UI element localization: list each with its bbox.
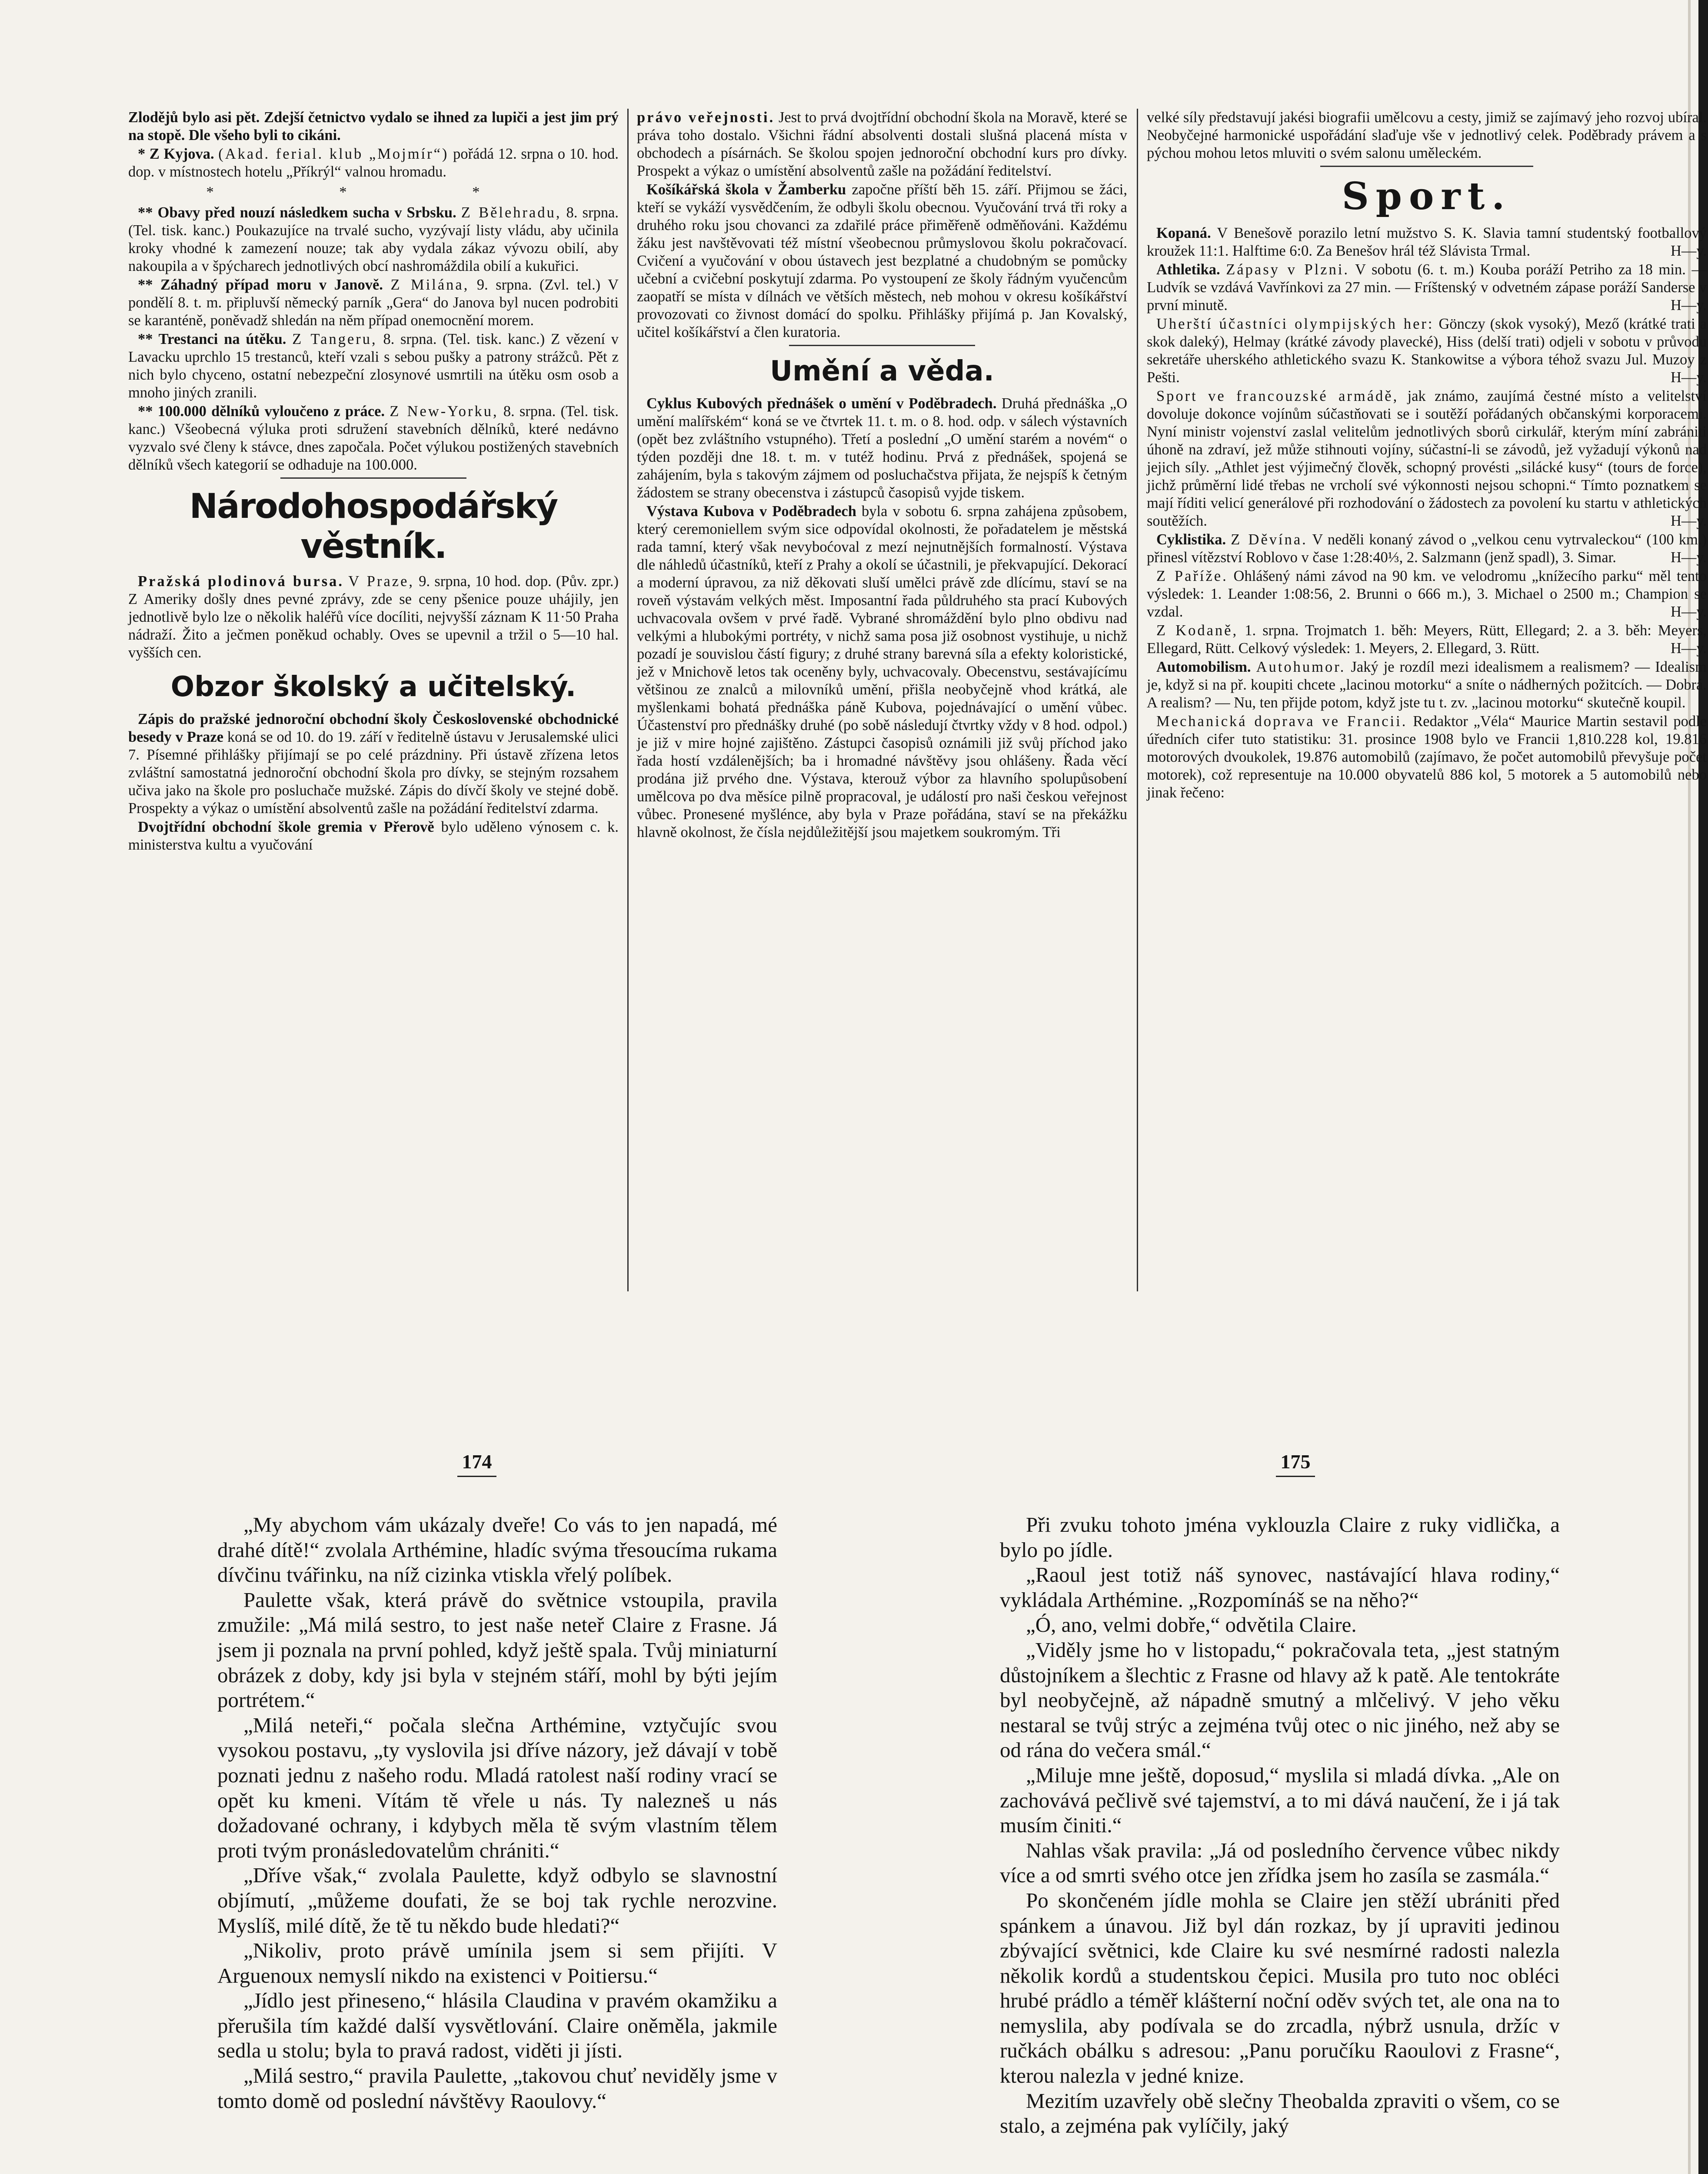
section-divider — [1320, 166, 1533, 167]
novel-paragraph: „Ó, ano, velmi dobře,“ odvětila Claire. — [1026, 1613, 1357, 1637]
news-column-3 — [1147, 109, 1707, 803]
heading-economy: Národohospodářský věstník. — [189, 487, 558, 566]
article-genoa-plague: ** Záhadný případ moru v Janově. Z Milána, 9. srpna. (Zvl. tel.) V pondělí 8. t. m. připluvší německý parník „Gera“ do Janova byl nucen podrobiti se karanténě, poněvadž shledán na něm případ onemocnění morem. — [128, 277, 619, 329]
novel-paragraph: „Nikoliv, proto právě umínila jsem si sem přijíti. V Arguenoux nemyslí nikdo na existenci v Poitiersu.“ — [217, 1938, 777, 1987]
news-column-1 — [128, 109, 619, 855]
section-stars: * * * — [206, 184, 541, 200]
heading-school: Obzor školský a učitelský. — [170, 671, 576, 703]
article-prerov-school: Dvojtřídní obchodní škole gremia v Přerově bylo uděleno výnosem c. k. ministerstva kultu a vyučování — [128, 819, 619, 853]
novel-page-right — [1000, 1512, 1560, 2138]
article-lockout: ** 100.000 dělníků vyloučeno z práce. Z New-Yorku, 8. srpna. (Tel. tisk. kanc.) Všeobecná výluka proti sdružení stavebních dělníků, které nedávno vyzvalo své členy k stávce, dnes započala. Počet výlukou postižených stavebních dělníků všech kategorií se odhaduje na 100.000. — [128, 403, 619, 473]
novel-paragraph: „Dříve však,“ zvolala Paulette, když odbylo se slavnostní objímutí, „můžeme doufati, že se boj tak rychle nerozvine. Myslíš, milé dítě, že tě tu někdo bude hledati?“ — [217, 1863, 777, 1937]
novel-page-left — [217, 1512, 777, 2113]
article-autohumor: Automobilism. Autohumor. Jaký je rozdíl mezi idealismem a realismem? — Idealism je, když si na př. koupiti chcete „lacinou motorku“ a sníte o nádherných požitcích. — Dobrá. A realism? — Nu, ten přijde potom, když jste tu t. zv. „lacinou motorku“ skutečně koupil. — [1147, 659, 1707, 711]
article-kyjov: * Z Kyjova. (Akad. ferial. klub „Mojmír“) pořádá 12. srpna o 10. hod. dop. v místnostech hotelu „Příkrýl“ valnou hromadu. — [128, 146, 619, 180]
article-hungarian-olympians: Uherští účastníci olympijských her: Gönczy (skok vysoký), Mező (krátké trati a skok daleký), Helmay (krátké závody plavecké), Hiss (delší trati) odjeli v sobotu v průvodu sekretáře uherského athletického svazu K. Stankowitse a výbora téhož svazu Jul. Muzoy z Pešti. H—y. — [1147, 316, 1707, 386]
article-business-school-prague: Zápis do pražské jednoroční obchodní školy Československé obchodnické besedy v Praze koná se od 10. do 19. září v ředitelně ústavu v Jerusalemské ulici 7. Písemné přihlášky přijímají se po celé prázdniny. Při ústavě zřízena letos zvláštní samostatná jednoroční obchodní škola pro dívky, se stejným rozsahem učiva jako na škole pro posluchače mužské. Zápis do dívčí školy ve stejné době. Prospekty a výkaz o umístění absolventů zašle na požádání ředitelství zdarma. — [128, 711, 619, 817]
news-column-2 — [637, 109, 1127, 842]
article-convicts-escape: ** Trestanci na útěku. Z Tangeru, 8. srpna. (Tel. tisk. kanc.) Z vězení v Lavacku uprchlo 15 trestanců, kteří vzali s sebou pušky a patrony strážců. Pět z nich bylo chyceno, ostatní nebezpeční zlosynové usmrtili na útěku osm osob a mnoho jiných zranili. — [128, 331, 619, 401]
article-cycling-copenhagen: Z Kodaně, 1. srpna. Trojmatch 1. běh: Meyers, Rütt, Ellegard; 2. a 3. běh: Meyers, Ellegard, Rütt. Celkový výsledek: 1. Meyers, 2. Ellegard, 3. Rütt. H—y. — [1147, 622, 1707, 657]
novel-paragraph: „Raoul jest totiž náš synovec, nastávající hlava rodiny,“ vykládala Arthémine. „Rozpomínáš se na něho?“ — [1000, 1563, 1560, 1612]
column-rule-2 — [1137, 109, 1138, 1291]
novel-paragraph: „Miluje mne ještě, doposud,“ myslila si mladá dívka. „Ale on zachovává pečlivě své tajemství, a to mi dává naučení, že i já tak musím činiti.“ — [1000, 1763, 1560, 1837]
article-theft-end: Zlodějů bylo asi pět. Zdejší četnictvo vydalo se ihned za lupiči a jest jim prý na stopě. Dle všeho byli to cikáni. — [128, 109, 619, 143]
novel-paragraph: „My abychom vám ukázaly dveře! Co vás to jen napadá, mé drahé dítě!“ zvolala Arthémine, hladíc svýma třesoucíma rukama dívčinu tvářinku, na níž cizinka vtiskla vřelý políbek. — [217, 1513, 777, 1587]
heading-art-science: Umění a věda. — [770, 355, 994, 387]
novel-paragraph: Mezitím uzavřely obě slečny Theobalda zpraviti o všem, co se stalo, a zejména pak vylíčily, jaký — [1000, 2088, 1560, 2138]
page-number-left: 174 — [433, 1450, 520, 1477]
article-prerov-school-cont: právo veřejnosti. Jest to prvá dvojtřídní obchodní škola na Moravě, které se práva toho dostalo. Všichni řádní absolventi dostali slušná placená místa v obchodech a písárnách. Se školou spojen jednoroční obchodní kurs pro dívky. Prospekt a výkaz o umístění absolventů zašle na požádání ředitelství. — [637, 109, 1127, 179]
article-cycling-devin: Cyklistika. Z Děvína. V neděli konaný závod o „velkou cenu vytrvaleckou“ (100 km.) přinesl vítězství Roblovo v čase 1:28:40⅓, 2. Salzmann (jenž spadl), 3. Simar. H—y. — [1147, 531, 1707, 566]
article-france-transport: Mechanická doprava ve Francii. Redaktor „Véla“ Maurice Martin sestavil podle úředních cifer tuto statistiku: 31. prosince 1908 bylo ve Francii 1,810.228 kol, 19.816 motorových dvoukolek, 19.876 automobilů (zajímavo, že počet automobilů převyšuje počet motorek), což representuje na 10.000 obyvatelů 886 kol, 5 motorek a 5 automobilů nebo jinak řečeno: — [1147, 713, 1707, 801]
novel-paragraph: Při zvuku tohoto jména vyklouzla Claire z ruky vidlička, a bylo po jídle. — [1000, 1513, 1560, 1562]
novel-paragraph: „Milá neteři,“ počala slečna Arthémine, vztyčujíc svou vysokou postavu, „ty vyslovila jsi dříve názory, jež dávají v tobě poznati jednu z našeho rodu. Mladá ratolest naší rodiny vrací se opět ku kmeni. Vítám tě vřele u nás. Ty nalezneš u nás dožadované ochrany, i kdybych měla tě svým vlastním tělem proti tvým pronásledovatelům chrániti.“ — [217, 1713, 777, 1862]
article-cycling-paris: Z Paříže. Ohlášený námi závod na 90 km. ve velodromu „knížecího parku“ měl tento výsledek: 1. Leander 1:08:56, 2. Brunni o 666 m.), 3. Michael o 2500 m.; Champion se vzdal. H—y. — [1147, 568, 1707, 620]
article-commodity-exchange: Pražská plodinová bursa. V Praze, 9. srpna, 10 hod. dop. (Pův. zpr.) Z Ameriky došly dnes pevné zprávy, zde se ceny pšenice pouze uhájily, jen jednotlivě bylo lze o několik haléřů více docíliti, nejvyšší záznam K 11·50 Praha nádraží. Žito a ječmen poněkud ochably. Oves se upevnil a tržil o 5—10 hal. vyšších cen. — [128, 573, 619, 661]
novel-paragraph: Paulette však, která právě do světnice vstoupila, pravila zmužile: „Má milá sestro, to jest naše neteř Claire z Frasne. Já jsem ji poznala na první pohled, když ještě spala. Tvůj miniaturní obrázek z doby, kdy jsi byla v stejném stáří, mohl by býti jejím portrétem.“ — [217, 1587, 777, 1712]
novel-paragraph: Nahlas však pravila: „Já od posledního července vůbec nikdy více a od smrti svého otce jen zřídka jsem ho zasíla se zasmála.“ — [1000, 1838, 1560, 1887]
novel-paragraph: „Viděly jsme ho v listopadu,“ pokračovala teta, „jest statným důstojníkem a šlechtic z Frasne od hlavy až k patě. Ale tentokráte byl neobyčejně, až nápadně smutný a mlčelivý. V jeho věku nestaral se tvůj strýc a zejména tvůj otec o nic jiného, než aby se od rána do večera smál.“ — [1000, 1637, 1560, 1762]
novel-paragraph: „Milá sestro,“ pravila Paulette, „takovou chuť neviděly jsme v tomto domě od poslední návštěvy Raoulovy.“ — [217, 2064, 777, 2113]
section-divider — [280, 477, 467, 479]
page-number-right: 175 — [1252, 1450, 1339, 1477]
article-kuba-lectures: Cyklus Kubových přednášek o umění v Poděbradech. Druhá přednáška „O umění malířském“ koná se ve čtvrtek 11. t. m. o 8. hod. odp. v sálech výstavních (opět bez zvláštního vstupného). Třetí a poslední „O umění starém a novém“ o týden později dne 18. t. m. v tutéž hodinu. Prvá z přednášek, spojená se zahájením, byla s takovým zájmem od posluchačstva přijata, že nejspíš k četným žádostem se strany obecenstva i zástupců časopisů vyjde tiskem. — [637, 395, 1128, 501]
article-french-army-sport: Sport ve francouzské armádě, jak známo, zaujímá čestné místo a velitelství dovoluje dokonce vojínům súčastňovati se i soutěží pořádaných občanskými korporacemi. Nyní ministr vojenství zaslal velitelům jednotlivých sborů cirkulář, kterým míní zabrániti úhoně na zdraví, jež může stihnouti vojíny, súčastní-li se závodů, jež vyžadují výkonů nad jejich síly. „Athlet jest výjimečný člověk, schopný provésti „silácké kusy“ (tours de force), jichž průměrní lidé třebas ne vrcholí své výkonnosti nejsou schopni.“ Tímto poznatkem se mají říditi velicí generálové při rozhodování o žádostech za povolení ku startu v athletických soutěžích. H—y. — [1147, 388, 1707, 529]
article-basketry-school: Košíkářská škola v Žamberku započne příští běh 15. září. Přijmou se žáci, kteří se vykáží vysvědčením, že odbyli školu obecnou. Vyučování trvá tři roky a druhého roku jsou chovanci za zdařilé práce přiměřeně odměňováni. Každému žáku jest navštěvovati též místní všeobecnou průmyslovou školu pokračovací. Cvičení a vyučování v obou ústavech jest bezplatné a chudobným se pomůcky učební a cvičební poskytují zdarma. Po vystoupení ze školy řádným vyučencům zaopatří se místa v dílnách ve větších městech, neb mohou v okresu košíkářství provozovati co živnost domácí do spolku. Přihlášky přijímá p. Jan Kovalský, učitel košíkářství a člen kuratoria. — [637, 181, 1127, 340]
novel-paragraph: „Jídlo jest přineseno,“ hlásila Claudina v pravém okamžiku a přerušila tím každé další vysvětlování. Claire oněměla, jakmile sedla u stolu; byla to pravá radost, viděti ji jísti. — [217, 1988, 777, 2063]
article-kuba-exhibition: Výstava Kubova v Poděbradech byla v sobotu 6. srpna zahájena způsobem, který ceremoniellem svým sice odpovídal okolnosti, že pořadatelem je městská rada tamní, který však nevyboćoval z mezí nejnutnějších formalností. Výstava dle náhledů účastníků, kteří z Prahy a okolí se účastnili, je překvapující. Dekorací a moderní úpravou, za niž děkovati sluší umělci právě zde dlícímu, staví se na roveň výstavám velkých měst. Imposantní řada půldruhého sta prací Kubových uchvacovala ovšem v prvé řadě. Vybrané shromáždění bylo plno obdivu nad velkými a hlubokými portréty, v nichž sama posa již osobnost vystihuje, u nichž pozadí je souvislou částí figury; z druhé strany barevná síla a efekty koloristické, jež v Mnichově letos tak oceněny byly, uchvacovaly. Obecenstvu, sestávajícímu většinou ze znalců a milovníků umění, přišla neobyčejně vhod krátká, ale myšlenkami bohatá přednáška páně Kubova, pojednávající o umění vůbec. Účastenství pro přednášky druhé (po sobě následují čtvrtky vždy v 8 hod. odpol.) je již v mire hojné zajištěno. Zástupci časopisů oznámili již svůj příchod jako řada hostí vzdálenějších; ba i hromadné návštěvy jsou ohlášeny. Řada věcí prodána již prvého dne. Výstava, kterouž výbor za hlavního spolupůsobení umělcova po dva měsíce pilně propracoval, je událostí pro naši českou veřejnost vůbec. Pronesené myšlénce, aby byla v Praze pořádána, staví se na překážku hlavně okolnost, že čísla nejdůležitější jsou majetkem soukromým. Tři — [637, 503, 1127, 840]
article-serbia-drought: ** Obavy před nouzí následkem sucha v Srbsku. Z Bělehradu, 8. srpna. (Tel. tisk. kanc.) Poukazujíce na trvalé sucho, vyzývají listy vládu, aby učinila kroky vhodné k zamezení nouze; tak aby vydala zákaz vývozu obilí, aby nakoupila a v špýcharech jednotlivých obcí nashromáždila obilí a kukuřici. — [128, 204, 619, 274]
section-divider — [789, 345, 976, 346]
column-rule-1 — [627, 109, 629, 1291]
heading-sport: Sport. — [1342, 174, 1512, 218]
article-kuba-exhibition-end: velké síly představují jakési biografii umělcovu a cesty, jimiž se zajímavý jeho rozvoj ubíral. Neobyčejné harmonické uspořádání slaďuje vše v jednotlivý celek. Poděbrady právem a s pýchou mohou letos mluviti o svém salonu uměleckém. — [1147, 109, 1707, 161]
article-football: Kopaná. V Benešově porazilo letní mužstvo S. K. Slavia tamní studentský footballový kroužek 11:1. Halftime 6:0. Za Benešov hrál též Slávista Trmal. H—y. — [1147, 225, 1707, 259]
article-athletics: Athletika. Zápasy v Plzni. V sobotu (6. t. m.) Kouba poráží Petriho za 18 min. — Ludvík se vzdává Vavřínkovi za 27 min. — Fríštenský v odvetném zápase poráží Sanderse v první minutě. H—y. — [1147, 261, 1707, 313]
novel-paragraph: Po skončeném jídle mohla se Claire jen stěží ubrániti před spánkem a únavou. Již byl dán rozkaz, by jí upraviti jedinou zbývající světnici, kde Claire ku své nesmírné radosti nalezla několik kordů a studentskou čepici. Musila pro tuto noc obléci hrubé prádlo a téměř klášterní noční oděv svých tet, ale ona na to nemyslila, aby podívala se do zrcadla, nýbrž usnula, držíc v ručkách obálku s adresou: „Panu poručíku Raoulovi z Frasne“, kterou nalezla v jedné knize. — [1000, 1888, 1560, 2088]
